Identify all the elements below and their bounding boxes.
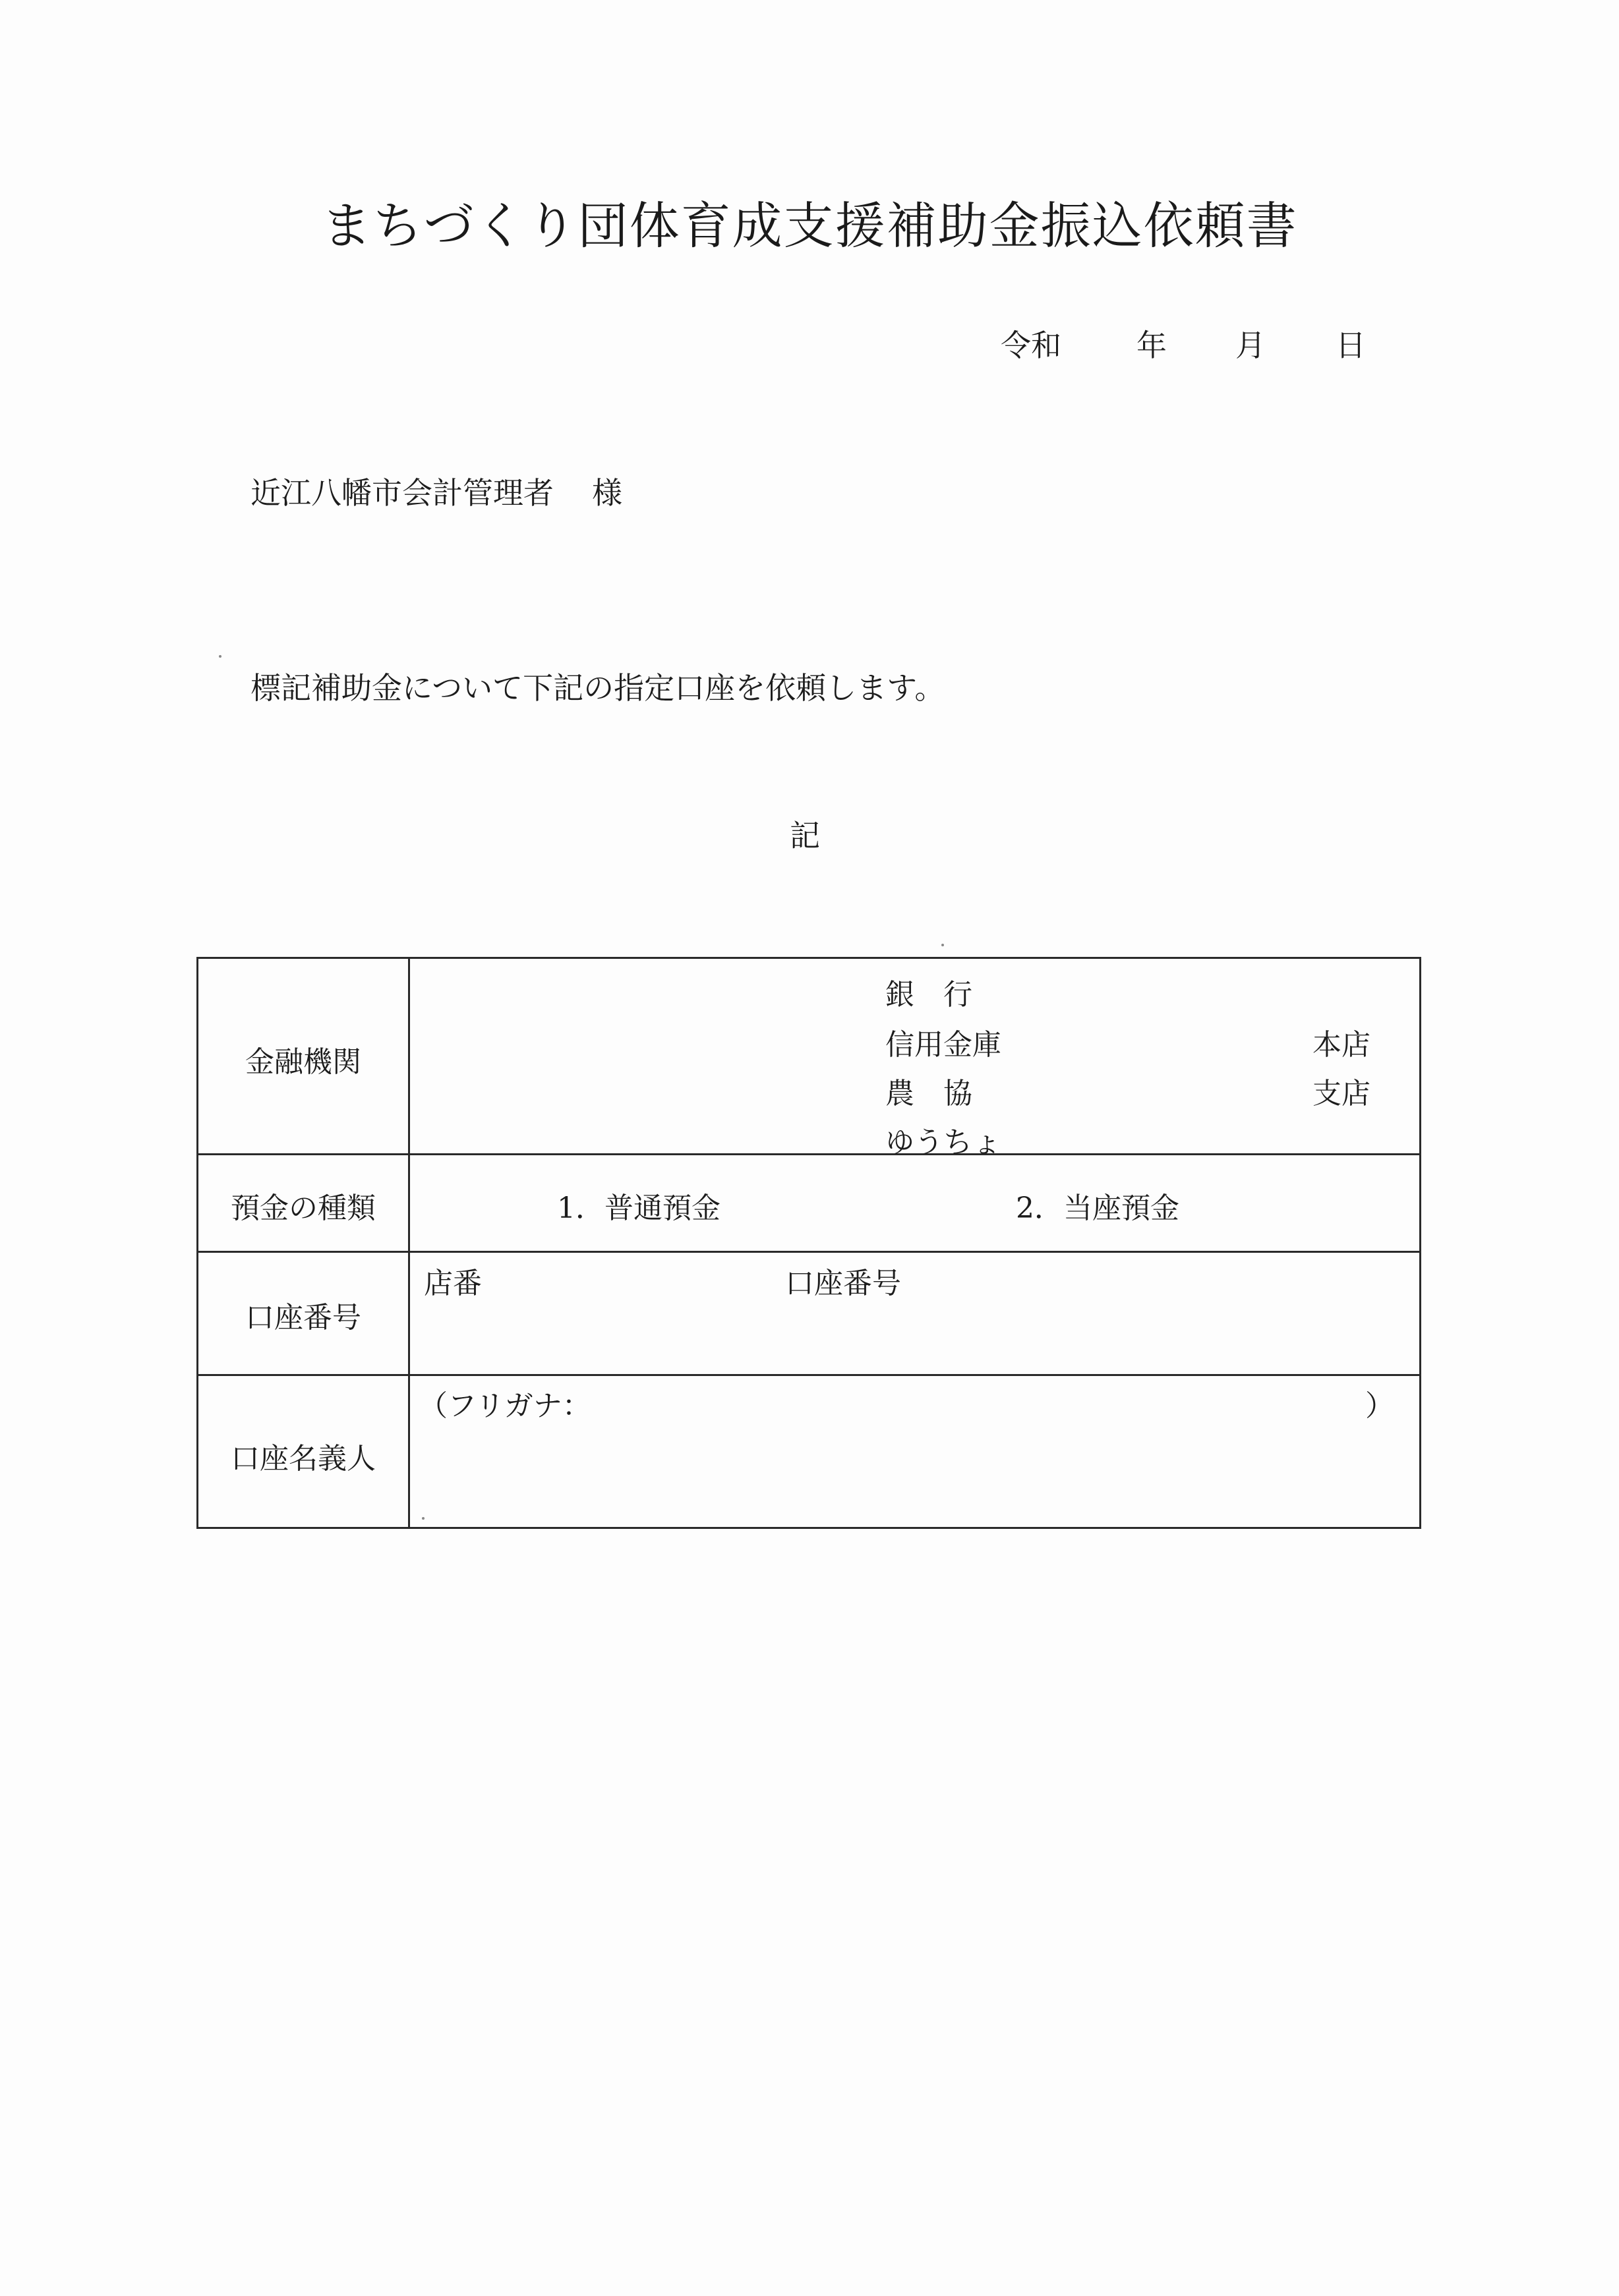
date-era: 令和 (1001, 328, 1061, 363)
label-account-holder: 口座名義人 (231, 1442, 376, 1476)
label-financial-institution: 金融機関 (245, 1045, 361, 1079)
institution-type-bank: 銀 行 (885, 978, 972, 1012)
deposit-option-ordinary: 1．普通預金 (557, 1191, 721, 1225)
date-month: 月 (1235, 328, 1266, 363)
row-divider (198, 1153, 1419, 1155)
table-column-divider (408, 959, 410, 1527)
row-divider (198, 1374, 1419, 1376)
institution-type-shinkin: 信用金庫 (885, 1028, 1001, 1062)
label-deposit-type: 預金の種類 (231, 1191, 376, 1225)
addressee-name: 近江八幡市会計管理者 (250, 475, 554, 511)
scan-speck (941, 944, 944, 946)
deposit-option-current: 2．当座預金 (1016, 1191, 1179, 1225)
intro-text: 標記補助金について下記の指定口座を依頼します。 (250, 670, 945, 706)
label-account-number: 口座番号 (245, 1301, 361, 1335)
scan-speck (219, 655, 221, 658)
furigana-close: ） (1365, 1389, 1394, 1423)
row-divider (198, 1251, 1419, 1253)
date-day: 日 (1336, 328, 1366, 363)
institution-type-nokyo: 農 協 (885, 1077, 972, 1110)
transfer-form-table (196, 957, 1421, 1529)
addressee (250, 469, 622, 513)
branch-type-branch: 支店 (1312, 1077, 1370, 1110)
scan-speck (422, 1517, 425, 1520)
account-number-label: 口座番号 (785, 1267, 901, 1300)
document-title: まちづくり団体育成支援補助金振込依頼書 (321, 196, 1298, 255)
ki-heading: 記 (790, 818, 820, 853)
date-year: 年 (1136, 328, 1167, 363)
branch-type-head-office: 本店 (1312, 1028, 1370, 1062)
furigana-open: （フリガナ： (419, 1389, 591, 1423)
addressee-honorific: 様 (592, 475, 622, 511)
institution-type-yucho: ゆうちょ (885, 1126, 1001, 1159)
branch-number-label: 店番 (424, 1267, 482, 1300)
